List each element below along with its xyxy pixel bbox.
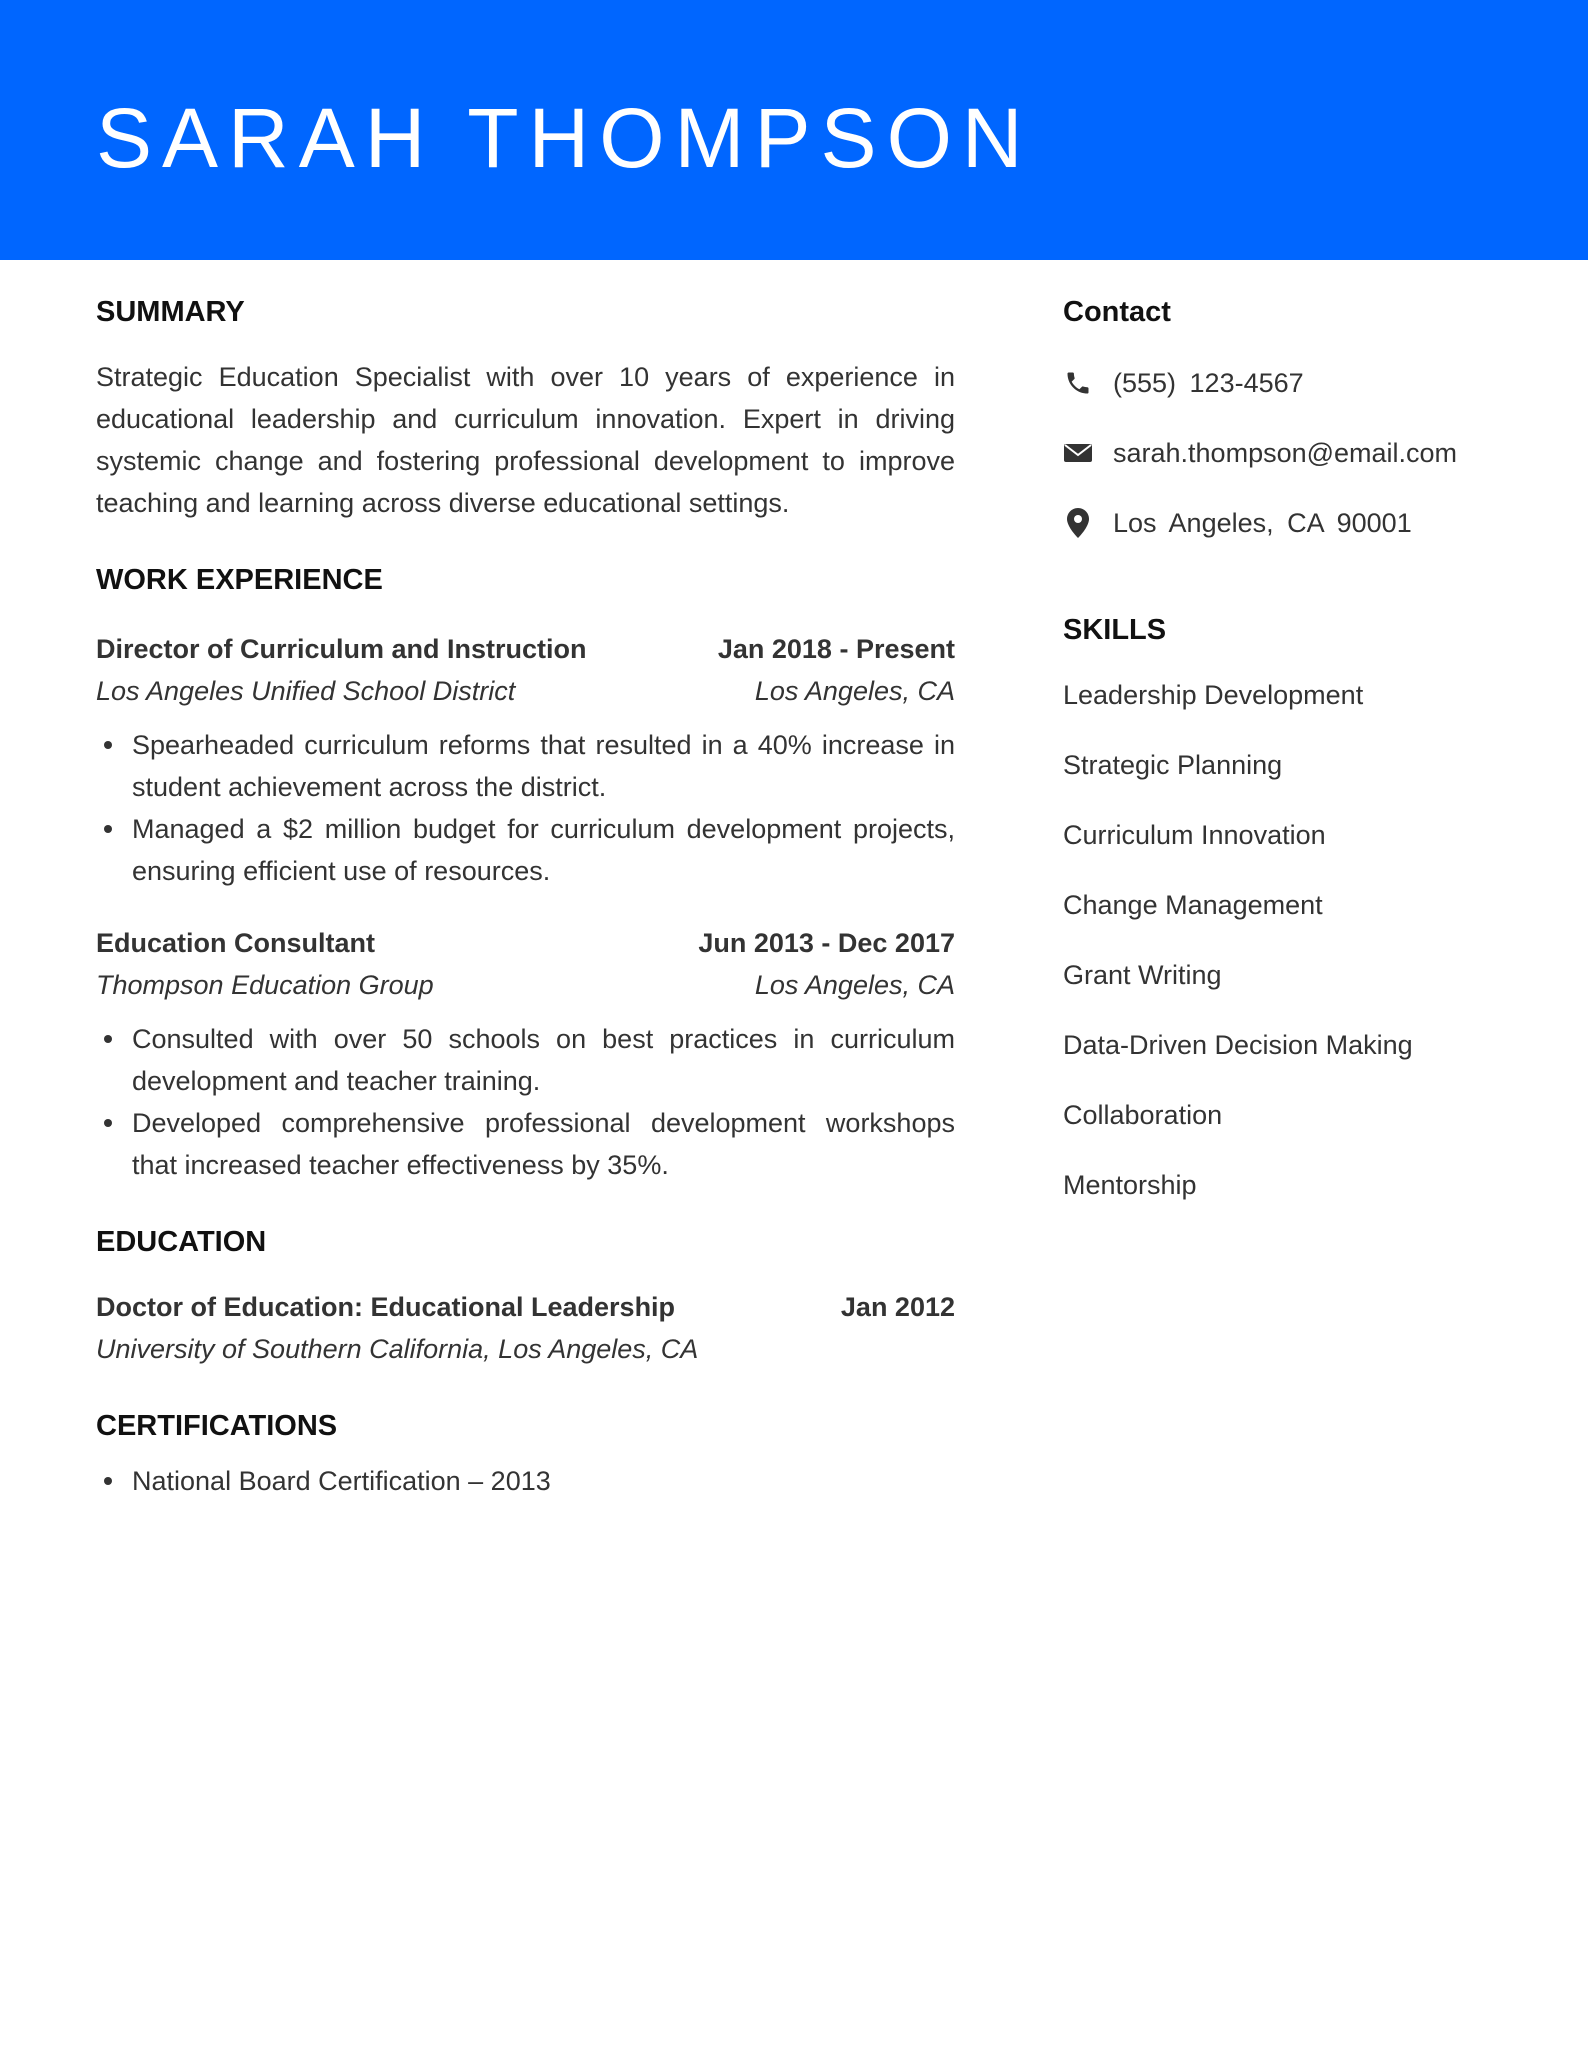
summary-title: SUMMARY	[96, 296, 245, 328]
contact-email-text: sarah.thompson@email.com	[1113, 437, 1458, 468]
certification-item	[96, 1460, 955, 1502]
bullet-item	[96, 724, 955, 808]
bullet-text: Managed a $2 million budget for curriculum development projects, ensuring efficient use of resources.	[132, 814, 955, 886]
contact-email	[1063, 432, 1523, 474]
contact-location	[1063, 502, 1523, 544]
bullet-dot-icon	[104, 741, 112, 749]
bullet-dot-icon	[104, 1035, 112, 1043]
bullet-text: Spearheaded curriculum reforms that resulted in a 40% increase in student achievement across the district.	[132, 730, 955, 802]
education-degree: Doctor of Education: Educational Leadership	[96, 1292, 676, 1322]
job-dates: Jun 2013 - Dec 2017	[698, 928, 955, 958]
job-location: Los Angeles, CA	[754, 676, 955, 706]
education-school: University of Southern California, Los Angeles, CA	[96, 1334, 699, 1364]
bullet-dot-icon	[104, 825, 112, 833]
skill-item: Leadership Development	[1063, 680, 1364, 710]
candidate-name: SARAH THOMPSON	[96, 91, 1033, 185]
skill-item: Grant Writing	[1063, 960, 1222, 990]
summary-section	[96, 290, 955, 524]
contact-title: Contact	[1063, 296, 1171, 328]
work-experience-section	[96, 558, 955, 1186]
skill-item: Data-Driven Decision Making	[1063, 1030, 1413, 1060]
skill-item: Curriculum Innovation	[1063, 820, 1326, 850]
education-section	[96, 1220, 955, 1370]
contact-phone	[1063, 362, 1523, 404]
education-entry	[96, 1286, 955, 1370]
bullet-item	[96, 808, 955, 892]
skills-list	[1063, 674, 1523, 1206]
contact-location-text: Los Angeles, CA 90001	[1113, 507, 1412, 538]
summary-text: Strategic Education Specialist with over 10 years of experience in educational leadership and curriculum innovation. Expert in driving systemic change and fostering professional development to improve teaching and learning across diverse educational settings.	[96, 362, 955, 518]
work-experience-title: WORK EXPERIENCE	[96, 564, 383, 596]
skill-item: Change Management	[1063, 890, 1323, 920]
job-bullets	[96, 724, 955, 892]
bullet-text: Consulted with over 50 schools on best practices in curriculum development and teacher training.	[132, 1024, 955, 1096]
skills-title: SKILLS	[1063, 614, 1167, 646]
job-position: Director of Curriculum and Instruction	[96, 634, 587, 664]
bullet-dot-icon	[104, 1477, 112, 1485]
sidebar-column	[1063, 290, 1523, 1234]
phone-icon	[1063, 368, 1093, 398]
job-dates: Jan 2018 - Present	[717, 634, 955, 664]
envelope-icon	[1063, 438, 1093, 468]
contact-phone-text: (555) 123-4567	[1113, 367, 1304, 398]
job-organization: Los Angeles Unified School District	[96, 676, 516, 706]
job-position: Education Consultant	[96, 928, 375, 958]
bullet-text: Developed comprehensive professional development workshops that increased teacher effectiveness by 35%.	[132, 1108, 955, 1180]
certifications-list	[96, 1460, 955, 1502]
skill-item: Strategic Planning	[1063, 750, 1283, 780]
bullet-dot-icon	[104, 1119, 112, 1127]
bullet-item	[96, 1018, 955, 1102]
job-entry	[96, 628, 955, 892]
contact-list	[1063, 362, 1523, 544]
bullet-item	[96, 1102, 955, 1186]
header-banner	[0, 0, 1588, 260]
certifications-title: CERTIFICATIONS	[96, 1410, 338, 1442]
education-title: EDUCATION	[96, 1226, 267, 1258]
job-location: Los Angeles, CA	[754, 970, 955, 1000]
job-bullets	[96, 1018, 955, 1186]
job-entry	[96, 922, 955, 1186]
certifications-section	[96, 1404, 955, 1502]
job-organization: Thompson Education Group	[96, 970, 434, 1000]
map-marker-icon	[1063, 508, 1093, 538]
skill-item: Mentorship	[1063, 1170, 1197, 1200]
skill-item: Collaboration	[1063, 1100, 1223, 1130]
certification-text: National Board Certification – 2013	[132, 1466, 551, 1496]
education-date: Jan 2012	[840, 1292, 955, 1322]
main-column	[96, 290, 955, 1502]
